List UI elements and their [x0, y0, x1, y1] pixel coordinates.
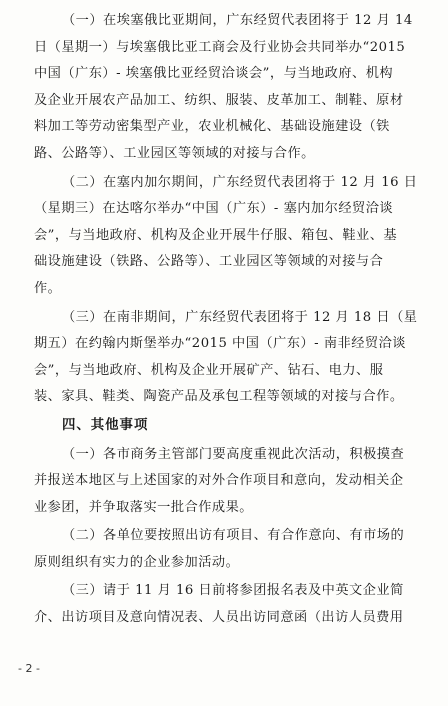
section-heading-text: 四、其他事项	[62, 417, 149, 433]
text-line: （星期三）在达喀尔举办“中国（广东）- 塞内加尔经贸洽谈	[34, 201, 394, 217]
text-line: 日（星期一）与埃塞俄比亚工商会及行业协会共同举办“2015	[34, 39, 406, 55]
text-line: 作。	[34, 280, 62, 296]
text-line: 路、公路等）、工业园区等领域的对接与合作。	[34, 145, 315, 161]
text-line: 原则组织有实力的企业参加活动。	[34, 554, 240, 570]
text-line: 会”，与当地政府、机构及企业开展牛仔服、箱包、鞋业、基	[34, 227, 398, 243]
paragraph-ethiopia	[34, 8, 426, 168]
text-line: 料加工等劳动密集型产业，农业机械化、基础设施建设（铁	[34, 119, 390, 135]
text-line: 并报送本地区与上述国家的对外合作项目和意向，发动相关企	[34, 473, 404, 489]
paragraph-south-africa	[34, 305, 426, 411]
text-line: （二）各单位要按照出访有项目、有合作意向、有市场的	[62, 528, 405, 544]
text-line: 期五）在约翰内斯堡举办“2015 中国（广东）- 南非经贸洽谈	[34, 336, 406, 352]
text-line: 介、出访项目及意向情况表、人员出访同意函（出访人员费用	[34, 610, 404, 626]
document-body	[34, 8, 426, 634]
text-line: 础设施建设（铁路、公路等）、工业园区等领域的对接与合	[34, 254, 384, 270]
text-line: 会”，与当地政府、机构及企业开展矿产、钻石、电力、服	[34, 362, 384, 378]
text-line: 及企业开展农产品加工、纺织、服装、皮革加工、制鞋、原材	[34, 92, 404, 108]
text-line: （一）各市商务主管部门要高度重视此次活动，积极摸查	[62, 446, 405, 462]
page-number: - 2 -	[18, 662, 40, 675]
text-line: （三）请于 11 月 16 日前将参团报名表及中英文企业简	[62, 583, 404, 599]
text-line: 中国（广东）- 埃塞俄比亚经贸洽谈会”，与当地政府、机构	[34, 66, 394, 82]
text-line: （三）在南非期间，广东经贸代表团将于 12 月 18 日（星	[62, 309, 418, 325]
paragraph-senegal	[34, 170, 426, 303]
text-line: （一）在埃塞俄比亚期间，广东经贸代表团将于 12 月 14	[62, 13, 413, 28]
paragraph-item-3	[34, 578, 426, 631]
text-line: 业参团，并争取落实一批合作成果。	[34, 499, 253, 515]
paragraph-item-2	[34, 523, 426, 576]
text-line: 装、家具、鞋类、陶瓷产品及承包工程等领域的对接与合作。	[34, 389, 404, 405]
text-line: （二）在塞内加尔期间，广东经贸代表团将于 12 月 16 日	[62, 174, 418, 190]
paragraph-item-1	[34, 442, 426, 522]
section-heading-other-matters	[34, 413, 426, 440]
